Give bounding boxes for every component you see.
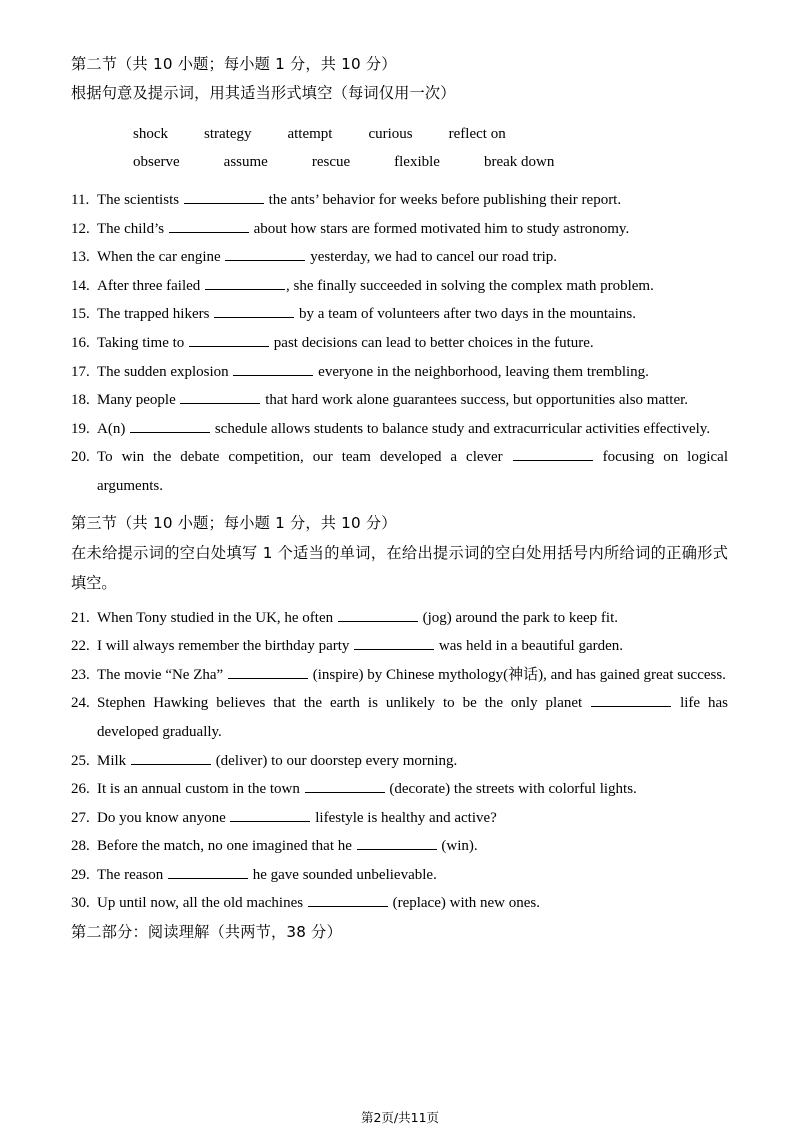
question-text-before: The reason — [97, 866, 167, 883]
question-text-before: The scientists — [97, 192, 183, 208]
question-number: 22. — [71, 638, 90, 655]
question-number: 19. — [71, 420, 90, 437]
question-item — [71, 272, 728, 301]
question-text-after: everyone in the neighborhood, leaving them trembling. — [314, 363, 649, 380]
section3-instruction: 在未给提示词的空白处填写 1 个适当的单词，在给出提示词的空白处用括号内所给词的正确形式填空。 — [71, 543, 728, 592]
answer-blank[interactable] — [338, 606, 418, 622]
question-number: 21. — [71, 609, 90, 626]
section3-question-list — [71, 604, 728, 919]
word-bank-item: strategy — [204, 126, 252, 142]
question-text-before: When Tony studied in the UK, he often — [97, 609, 337, 626]
question-item — [71, 804, 728, 833]
question-text — [97, 775, 728, 804]
question-text-before: When the car engine — [97, 249, 225, 266]
question-text-before: Before the match, no one imagined that he — [97, 838, 356, 855]
section2-question-list — [71, 186, 728, 501]
answer-blank[interactable] — [305, 777, 385, 793]
answer-blank[interactable] — [130, 417, 210, 433]
question-text-after: (inspire) by Chinese mythology(神话), and has gained great success. — [308, 666, 726, 683]
question-number: 29. — [71, 866, 90, 883]
question-text — [97, 604, 728, 633]
question-text — [97, 889, 728, 918]
page-footer: 第2页/共11页 — [360, 1110, 440, 1125]
question-item — [71, 358, 728, 387]
question-text — [97, 386, 728, 415]
question-number: 14. — [71, 277, 90, 294]
question-item — [71, 443, 728, 500]
question-number: 25. — [71, 752, 90, 769]
answer-blank[interactable] — [228, 663, 308, 679]
question-text — [97, 272, 728, 301]
question-item — [71, 889, 728, 918]
word-bank-row-2 — [71, 148, 728, 176]
section2-instruction: 根据句意及提示词，用其适当形式填空（每词仅用一次） — [71, 84, 456, 102]
word-bank-item: shock — [133, 126, 168, 142]
answer-blank[interactable] — [184, 188, 264, 204]
answer-blank[interactable] — [308, 892, 388, 908]
answer-blank[interactable] — [233, 360, 313, 376]
question-number: 30. — [71, 895, 90, 912]
question-text-before: Milk — [97, 752, 130, 769]
question-text-before: The movie “Ne Zha” — [97, 666, 227, 683]
question-number: 12. — [71, 220, 90, 237]
question-text-after: past decisions can lead to better choices in the future. — [270, 334, 594, 351]
question-number: 24. — [71, 695, 90, 712]
word-bank-item: observe — [133, 154, 180, 170]
question-text-after: (win). — [437, 838, 478, 855]
answer-blank[interactable] — [230, 806, 310, 822]
question-number: 18. — [71, 392, 90, 409]
answer-blank[interactable] — [591, 692, 671, 708]
answer-blank[interactable] — [169, 217, 249, 233]
question-number: 13. — [71, 249, 90, 266]
answer-blank[interactable] — [189, 331, 269, 347]
question-text — [97, 661, 728, 690]
question-text — [97, 804, 728, 833]
answer-blank[interactable] — [225, 246, 305, 262]
question-text-before: Do you know anyone — [97, 809, 230, 826]
question-text-before: The child’s — [97, 220, 168, 237]
question-text-after: (replace) with new ones. — [388, 895, 541, 912]
section3-heading: 第三节（共 10 小题；每小题 1 分，共 10 分） — [71, 513, 397, 532]
question-item — [71, 386, 728, 415]
question-text-after: , she finally succeeded in solving the complex math problem. — [286, 277, 654, 294]
question-text — [97, 415, 728, 444]
question-item — [71, 861, 728, 890]
word-bank-item: flexible — [394, 154, 440, 170]
answer-blank[interactable] — [205, 274, 285, 290]
question-text-after: (deliver) to our doorstep every morning. — [211, 752, 458, 769]
question-number: 28. — [71, 838, 90, 855]
answer-blank[interactable] — [180, 388, 260, 404]
word-bank-item: attempt — [287, 126, 333, 142]
question-text — [97, 832, 728, 861]
question-text — [97, 689, 728, 746]
word-bank-item: break down — [483, 154, 555, 170]
word-bank-row-1 — [71, 120, 728, 148]
question-text-after: the ants’ behavior for weeks before publishing their report. — [264, 192, 622, 208]
answer-blank[interactable] — [131, 749, 211, 765]
question-text-before: The trapped hikers — [97, 306, 214, 323]
question-number: 26. — [71, 781, 90, 798]
question-item — [71, 747, 728, 776]
question-item — [71, 329, 728, 358]
question-number: 17. — [71, 363, 90, 380]
question-text-before: Many people — [97, 392, 180, 409]
question-text-after: lifestyle is healthy and active? — [311, 809, 497, 826]
question-text-after: yesterday, we had to cancel our road trip. — [306, 249, 558, 266]
question-number: 15. — [71, 306, 90, 323]
question-item — [71, 243, 728, 272]
question-text-after: schedule allows students to balance study and extracurricular activities effectively. — [211, 420, 711, 437]
word-bank-item: rescue — [311, 154, 351, 170]
word-bank-item: reflect on — [448, 126, 506, 142]
question-item — [71, 415, 728, 444]
question-text-after: (decorate) the streets with colorful lights. — [385, 781, 637, 798]
answer-blank[interactable] — [354, 634, 434, 650]
question-text-after: about how stars are formed motivated him to study astronomy. — [249, 220, 630, 237]
question-text-before: Stephen Hawking believes that the earth is unlikely to be the only planet — [97, 695, 591, 712]
answer-blank[interactable] — [168, 863, 248, 879]
question-text-after: life has developed gradually. — [97, 695, 729, 740]
question-text — [97, 747, 728, 776]
question-text — [97, 358, 728, 387]
question-item — [71, 632, 728, 661]
question-item — [71, 689, 728, 746]
word-bank — [71, 120, 728, 176]
answer-blank[interactable] — [214, 303, 294, 319]
question-item — [71, 215, 728, 244]
question-text — [97, 329, 728, 358]
question-text-before: Up until now, all the old machines — [97, 895, 307, 912]
page-content — [71, 50, 728, 947]
question-number: 27. — [71, 809, 90, 826]
question-text-after: by a team of volunteers after two days in the mountains. — [295, 306, 636, 323]
question-item — [71, 832, 728, 861]
question-text-before: A(n) — [97, 420, 130, 437]
question-number: 16. — [71, 334, 90, 351]
question-text — [97, 186, 728, 215]
question-item — [71, 186, 728, 215]
word-bank-item: assume — [223, 154, 268, 170]
question-text-before: It is an annual custom in the town — [97, 781, 304, 798]
question-text-after: he gave sounded unbelievable. — [248, 866, 437, 883]
question-item — [71, 604, 728, 633]
question-text-before: After three failed — [97, 277, 205, 294]
part2-heading: 第二部分：阅读理解（共两节，38 分） — [71, 923, 342, 942]
question-text-before: The sudden explosion — [97, 363, 233, 380]
question-text — [97, 861, 728, 890]
question-item — [71, 300, 728, 329]
question-number: 23. — [71, 666, 90, 683]
question-text-before: Taking time to — [97, 334, 189, 351]
question-text — [97, 243, 728, 272]
question-text-after: (jog) around the park to keep fit. — [418, 609, 618, 626]
question-text-before: I will always remember the birthday party — [97, 638, 354, 655]
question-text-after: was held in a beautiful garden. — [435, 638, 624, 655]
question-text-after: focusing on logical arguments. — [97, 449, 728, 494]
question-text — [97, 443, 728, 500]
section2-heading: 第二节（共 10 小题；每小题 1 分，共 10 分） — [71, 55, 397, 73]
question-text — [97, 215, 728, 244]
answer-blank[interactable] — [357, 835, 437, 851]
question-text — [97, 300, 728, 329]
word-bank-item: curious — [368, 126, 413, 142]
answer-blank[interactable] — [513, 446, 593, 462]
question-text-before: To win the debate competition, our team developed a clever — [97, 449, 512, 466]
question-number: 11. — [71, 192, 90, 208]
question-text — [97, 632, 728, 661]
question-number: 20. — [71, 449, 90, 466]
question-item — [71, 775, 728, 804]
question-text-after: that hard work alone guarantees success, but opportunities also matter. — [261, 392, 689, 409]
question-item — [71, 661, 728, 690]
